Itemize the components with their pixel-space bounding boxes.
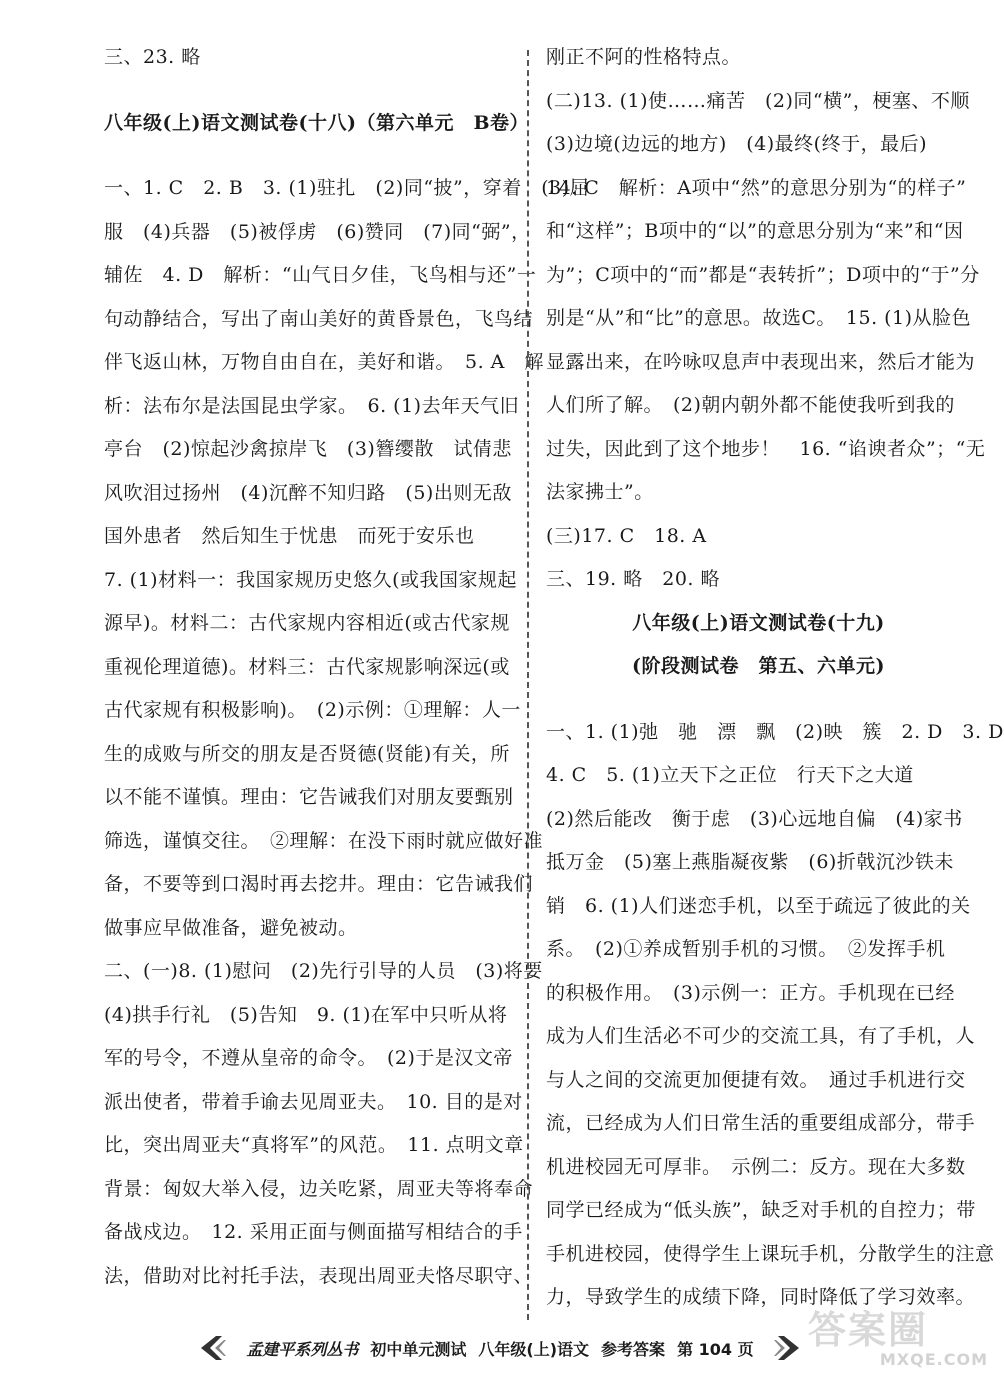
answer-line: 成为人们生活必不可少的交流工具，有了手机，人	[546, 1025, 976, 1047]
answer-line: 法，借助对比衬托手法，表现出周亚夫恪尽职守、	[104, 1264, 534, 1287]
answer-line: 三、19. 略 20. 略	[546, 568, 721, 590]
answer-line: 为”；C项中的“而”都是“表转折”；D项中的“于”分	[546, 263, 980, 286]
answer-line: 一、1. (1)弛 驰 漂 飘 (2)映 簇 2. D 3. D	[546, 720, 1004, 743]
answer-line: (二)13. (1)使……痛苦 (2)同“横”，梗塞、不顺	[546, 89, 970, 112]
answer-line: 系。 (2)①养成暂别手机的习惯。 ②发挥手机	[546, 938, 946, 960]
answer-line: 重视伦理道德)。材料三：古代家规影响深远(或	[104, 655, 510, 678]
answer-line: 机进校园无可厚非。 示例二：反方。现在大多数	[546, 1155, 966, 1178]
answer-line: 显露出来，在吟咏叹息声中表现出来，然后才能为	[546, 350, 976, 373]
watermark-url: MXQE.COM	[879, 1350, 988, 1369]
answer-line: 析：法布尔是法国昆虫学家。 6. (1)去年天气旧	[104, 394, 520, 417]
answer-line: 比，突出周亚夫“真将军”的风范。 11. 点明文章	[104, 1134, 524, 1156]
answer-line: 风吹泪过扬州 (4)沉醉不知归路 (5)出则无敌	[104, 481, 512, 504]
watermark-text: 答案圈	[808, 1308, 929, 1352]
answer-line: 刚正不阿的性格特点。	[546, 46, 742, 68]
footer-book: 初中单元测试	[370, 1339, 467, 1359]
answer-line: 辅佐 4. D 解析：“山气日夕佳，飞鸟相与还”一	[104, 264, 537, 286]
answer-line: (三)17. C 18. A	[546, 524, 707, 547]
section-heading: (阶段测试卷 第五、六单元)	[632, 655, 885, 677]
answer-line: 4. C 5. (1)立天下之正位 行天下之大道	[546, 764, 914, 786]
column-divider	[527, 50, 529, 1320]
answer-line: 同学已经成为“低头族”，缺乏对手机的自控力；带	[546, 1199, 976, 1221]
answer-line: 手机进校园，使得学生上课玩手机，分散学生的注意	[546, 1242, 995, 1265]
footer-grade-subject: 八年级(上)语文	[478, 1339, 590, 1359]
answer-line: 力，导致学生的成绩下降，同时降低了学习效率。	[546, 1286, 976, 1308]
footer-page-number: 第 104 页	[677, 1339, 754, 1359]
answer-line: 古代家规有积极影响)。 (2)示例：①理解：人一	[104, 699, 521, 721]
section-heading: 八年级(上)语文测试卷(十九)	[632, 611, 885, 634]
answer-line: 背景：匈奴大举入侵，边关吃紧，周亚夫等将奉命	[104, 1177, 534, 1200]
page-footer	[0, 1328, 1000, 1368]
footer-section: 参考答案	[601, 1339, 666, 1359]
answer-line: 人们所了解。 (2)朝内朝外都不能使我听到我的	[546, 394, 955, 416]
answer-line: 筛选，谨慎交往。 ②理解：在没下雨时就应做好准	[104, 829, 544, 852]
answer-line: 抵万金 (5)塞上燕脂凝夜紫 (6)折戟沉沙铁未	[546, 851, 954, 873]
answer-line: 与人之间的交流更加便捷有效。 通过手机进行交	[546, 1068, 966, 1091]
answer-line: 伴飞返山林，万物自由自在，美好和谐。 5. A 解	[104, 351, 544, 373]
footer-series: 孟建平系列丛书	[246, 1339, 359, 1359]
answer-line: (4)拱手行礼 (5)告知 9. (1)在军中只听从将	[104, 1003, 508, 1026]
answer-line: 生的成败与所交的朋友是否贤德(贤能)有关，所	[104, 742, 510, 765]
answer-line: 别是“从”和“比”的意思。故选C。 15. (1)从脸色	[546, 307, 972, 329]
section-heading: 八年级(上)语文测试卷(十八)（第六单元 B卷）	[104, 111, 530, 134]
answer-line: 流，已经成为人们日常生活的重要组成部分，带手	[546, 1112, 976, 1134]
answer-line: 法家拂士”。	[546, 481, 654, 503]
answer-line: (3)边境(边远的地方) (4)最终(终于，最后)	[546, 133, 927, 155]
answer-line: 做事应早做准备，避免被动。	[104, 916, 358, 939]
answer-line: 14. C 解析：A项中“然”的意思分别为“的样子”	[546, 176, 967, 199]
left-column	[104, 36, 590, 1298]
answer-line: 国外患者 然后知生于忧患 而死于安乐也	[104, 525, 475, 547]
answer-line: 二、(一)8. (1)慰问 (2)先行引导的人员 (3)将要	[104, 960, 543, 982]
right-column	[546, 36, 1004, 1320]
answer-line: 派出使者，带着手谕去见周亚夫。 10. 目的是对	[104, 1090, 523, 1113]
answer-line: 销 6. (1)人们迷恋手机，以至于疏远了彼此的关	[546, 894, 971, 917]
answer-line: 三、23. 略	[104, 46, 201, 68]
answer-line: 一、1. C 2. B 3. (1)驻扎 (2)同“披”，穿着 (3)屈	[104, 177, 590, 199]
answer-line: 备战戍边。 12. 采用正面与侧面描写相结合的手	[104, 1221, 523, 1243]
answer-line: 备，不要等到口渴时再去挖井。理由：它告诫我们	[104, 873, 534, 895]
right-chevron-icon	[774, 1335, 802, 1361]
answer-line: 过失，因此到了这个地步！ 16. “谄谀者众”；“无	[546, 437, 986, 460]
answer-line: 句动静结合，写出了南山美好的黄昏景色，飞鸟结	[104, 307, 534, 330]
answer-line: 服 (4)兵器 (5)被俘虏 (6)赞同 (7)同“弼”，	[104, 220, 531, 243]
answer-line: 军的号令，不遵从皇帝的命令。 (2)于是汉文帝	[104, 1047, 513, 1069]
answer-line: 亭台 (2)惊起沙禽掠岸飞 (3)簪缨散 试倩悲	[104, 438, 512, 460]
answer-line: 以不能不谨慎。理由：它告诫我们对朋友要甄别	[104, 786, 514, 808]
answer-line: (2)然后能改 衡于虑 (3)心远地自偏 (4)家书	[546, 807, 963, 830]
answer-line: 源早)。材料二：古代家规内容相近(或古代家规	[104, 612, 510, 634]
answer-line: 的积极作用。 (3)示例一：正方。手机现在已经	[546, 981, 955, 1004]
answer-line: 7. (1)材料一：我国家规历史悠久(或我国家规起	[104, 568, 517, 591]
left-chevron-icon	[198, 1335, 226, 1361]
answer-line: 和“这样”；B项中的“以”的意思分别为“来”和“因	[546, 220, 964, 242]
